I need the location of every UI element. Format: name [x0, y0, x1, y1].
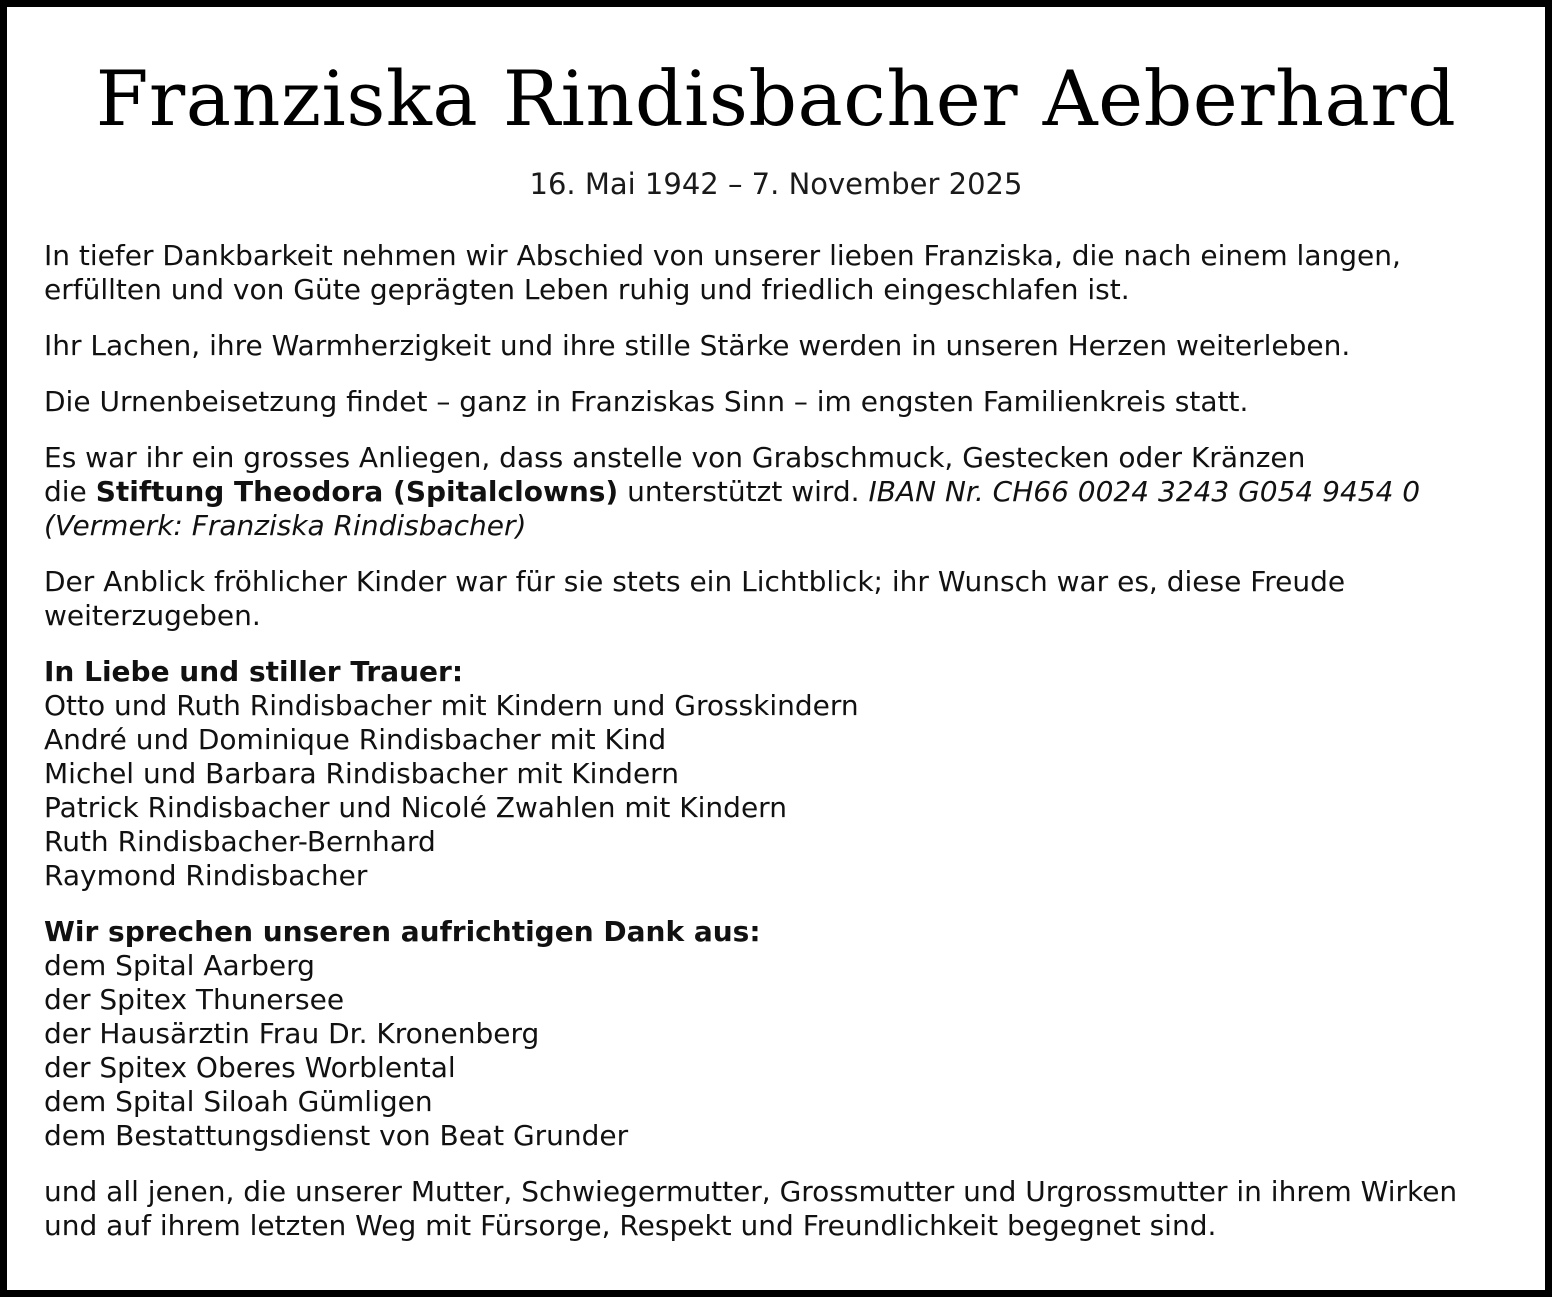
obituary-header	[7, 7, 1545, 201]
thanks-item: der Spitex Thunersee	[44, 983, 345, 1016]
donation-paragraph	[44, 441, 1504, 543]
burial-paragraph: Die Urnenbeisetzung findet – ganz in Franziskas Sinn – im engsten Familienkreis statt.	[44, 385, 1249, 418]
donation-suffix: unterstützt wird.	[618, 475, 860, 508]
iban-number: IBAN Nr. CH66 0024 3243 G054 9454 0	[868, 475, 1421, 508]
mourner-name: Michel und Barbara Rindisbacher mit Kindern	[44, 757, 679, 790]
mourner-name: Raymond Rindisbacher	[44, 859, 368, 892]
mourners-heading: In Liebe und stiller Trauer:	[44, 655, 464, 688]
donation-prefix: die	[44, 475, 96, 508]
donation-note: (Vermerk: Franziska Rindisbacher)	[44, 509, 527, 542]
wish-paragraph: Der Anblick fröhlicher Kinder war für sie stets ein Lichtblick; ihr Wunsch war es, diese Freude weiterzugeben.	[44, 565, 1346, 632]
thanks-item: der Spitex Oberes Worblental	[44, 1051, 456, 1084]
thanks-item: dem Bestattungsdienst von Beat Grunder	[44, 1119, 629, 1152]
thanks-item: der Hausärztin Frau Dr. Kronenberg	[44, 1017, 540, 1050]
foundation-name: Stiftung Theodora (Spitalclowns)	[95, 475, 619, 508]
mourners-block	[44, 655, 1504, 893]
mourner-name: Otto und Ruth Rindisbacher mit Kindern und Grosskindern	[44, 689, 859, 722]
thanks-item: dem Spital Aarberg	[44, 949, 315, 982]
thanks-block	[44, 915, 1504, 1153]
thanks-item: dem Spital Siloah Gümligen	[44, 1085, 433, 1118]
donation-line-1: Es war ihr ein grosses Anliegen, dass anstelle von Grabschmuck, Gestecken oder Kränzen	[44, 441, 1306, 474]
deceased-name: Franziska Rindisbacher Aeberhard	[95, 54, 1457, 143]
life-dates: 16. Mai 1942 – 7. November 2025	[529, 167, 1023, 201]
thanks-heading: Wir sprechen unseren aufrichtigen Dank aus:	[44, 915, 761, 948]
farewell-paragraph: In tiefer Dankbarkeit nehmen wir Abschied von unserer lieben Franziska, die nach einem langen, erfüllten und von Güte geprägten Leben ruhig und friedlich eingeschlafen ist.	[44, 239, 1401, 306]
obituary-body	[44, 239, 1504, 1265]
mourner-name: Patrick Rindisbacher und Nicolé Zwahlen mit Kindern	[44, 791, 787, 824]
mourner-name: Ruth Rindisbacher-Bernhard	[44, 825, 436, 858]
closing-paragraph: und all jenen, die unserer Mutter, Schwiegermutter, Grossmutter und Urgrossmutter in ihrem Wirken und auf ihrem letzten Weg mit Fürsorge, Respekt und Freundlichkeit begegnet sind.	[44, 1175, 1458, 1242]
mourner-name: André und Dominique Rindisbacher mit Kind	[44, 723, 667, 756]
remembrance-paragraph: Ihr Lachen, ihre Warmherzigkeit und ihre stille Stärke werden in unseren Herzen weiterleben.	[44, 329, 1351, 362]
